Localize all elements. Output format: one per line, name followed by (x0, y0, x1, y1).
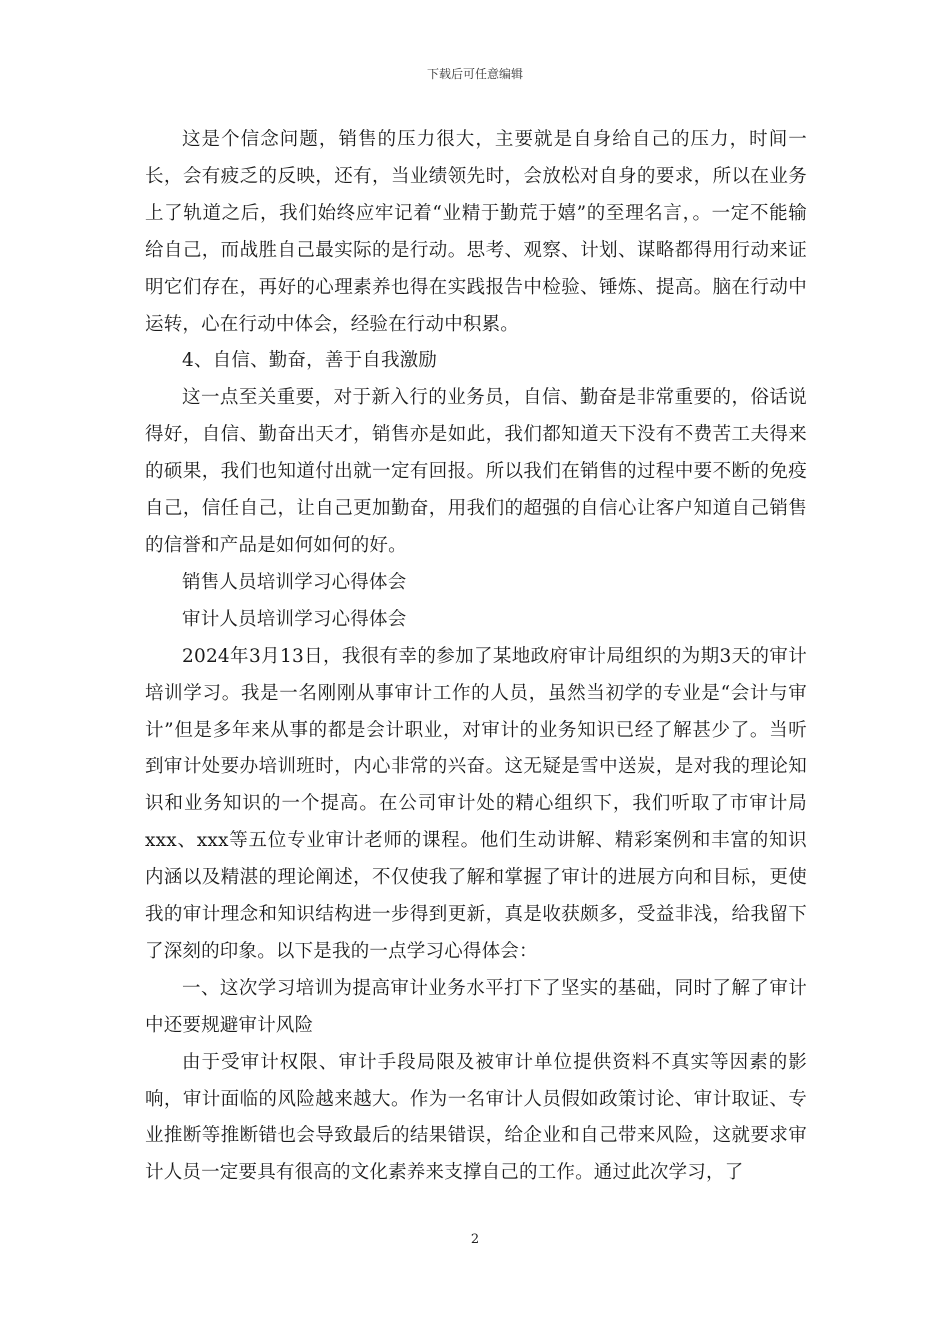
heading-audit-section-one: 一、这次学习培训为提高审计业务水平打下了坚实的基础，同时了解了审计中还要规避审计风险 (145, 977, 807, 1036)
paragraph-audit-intro: 2024年3月13日，我很有幸的参加了某地政府审计局组织的为期3天的审计培训学习。我是一名刚刚从事审计工作的人员，虽然当初学的专业是“会计与审计”但是多年来从事的都是会计职业，对审计的业务知识已经了解甚少了。当听到审计处要办培训班时，内心非常的兴奋。这无疑是雪中送炭，是对我的理论知识和业务知识的一个提高。在公司审计处的精心组织下，我们听取了市审计局xxx、xxx等五位专业审计老师的课程。他们生动讲解、精彩案例和丰富的知识内涵以及精湛的理论阐述，不仅使我了解和掌握了审计的进展方向和目标，更使我的审计理念和知识结构进一步得到更新，真是收获颇多，受益非浅，给我留下了深刻的印象。以下是我的一点学习心得体会： (145, 645, 807, 962)
title-audit-training: 审计人员培训学习心得体会 (182, 608, 407, 630)
page-header-note: 下载后可任意编辑 (426, 67, 523, 81)
paragraph-audit-risk: 由于受审计权限、审计手段局限及被审计单位提供资料不真实等因素的影响，审计面临的风险越来越大。作为一名审计人员假如政策讨论、审计取证、专业推断等推断错也会导致最后的结果错误，给企业和自己带来风险，这就要求审计人员一定要具有很高的文化素养来支撑自己的工作。通过此次学习，了 (145, 1051, 807, 1184)
heading-self-motivation: 4、自信、勤奋，善于自我激励 (182, 350, 438, 372)
paragraph-confidence: 这一点至关重要，对于新入行的业务员，自信、勤奋是非常重要的，俗话说得好，自信、勤奋出天才，销售亦是如此，我们都知道天下没有不费苦工夫得来的硕果，我们也知道付出就一定有回报。所以我们在销售的过程中要不断的免疫自己，信任自己，让自己更加勤奋，用我们的超强的自信心让客户知道自己销售的信誉和产品是如何如何的好。 (145, 387, 807, 556)
paragraph-belief: 这是个信念问题，销售的压力很大，主要就是自身给自己的压力，时间一长，会有疲乏的反映，还有，当业绩领先时，会放松对自身的要求，所以在业务上了轨道之后，我们始终应牢记着“业精于勤荒于嬉”的至理名言，。一定不能输给自己，而战胜自己最实际的是行动。思考、观察、计划、谋略都得用行动来证明它们存在，再好的心理素养也得在实践报告中检验、锤炼、提高。脑在行动中运转，心在行动中体会，经验在行动中积累。 (145, 129, 807, 335)
document-body (145, 122, 807, 1192)
page-number: 2 (470, 1232, 480, 1247)
title-sales-training: 销售人员培训学习心得体会 (182, 571, 407, 593)
